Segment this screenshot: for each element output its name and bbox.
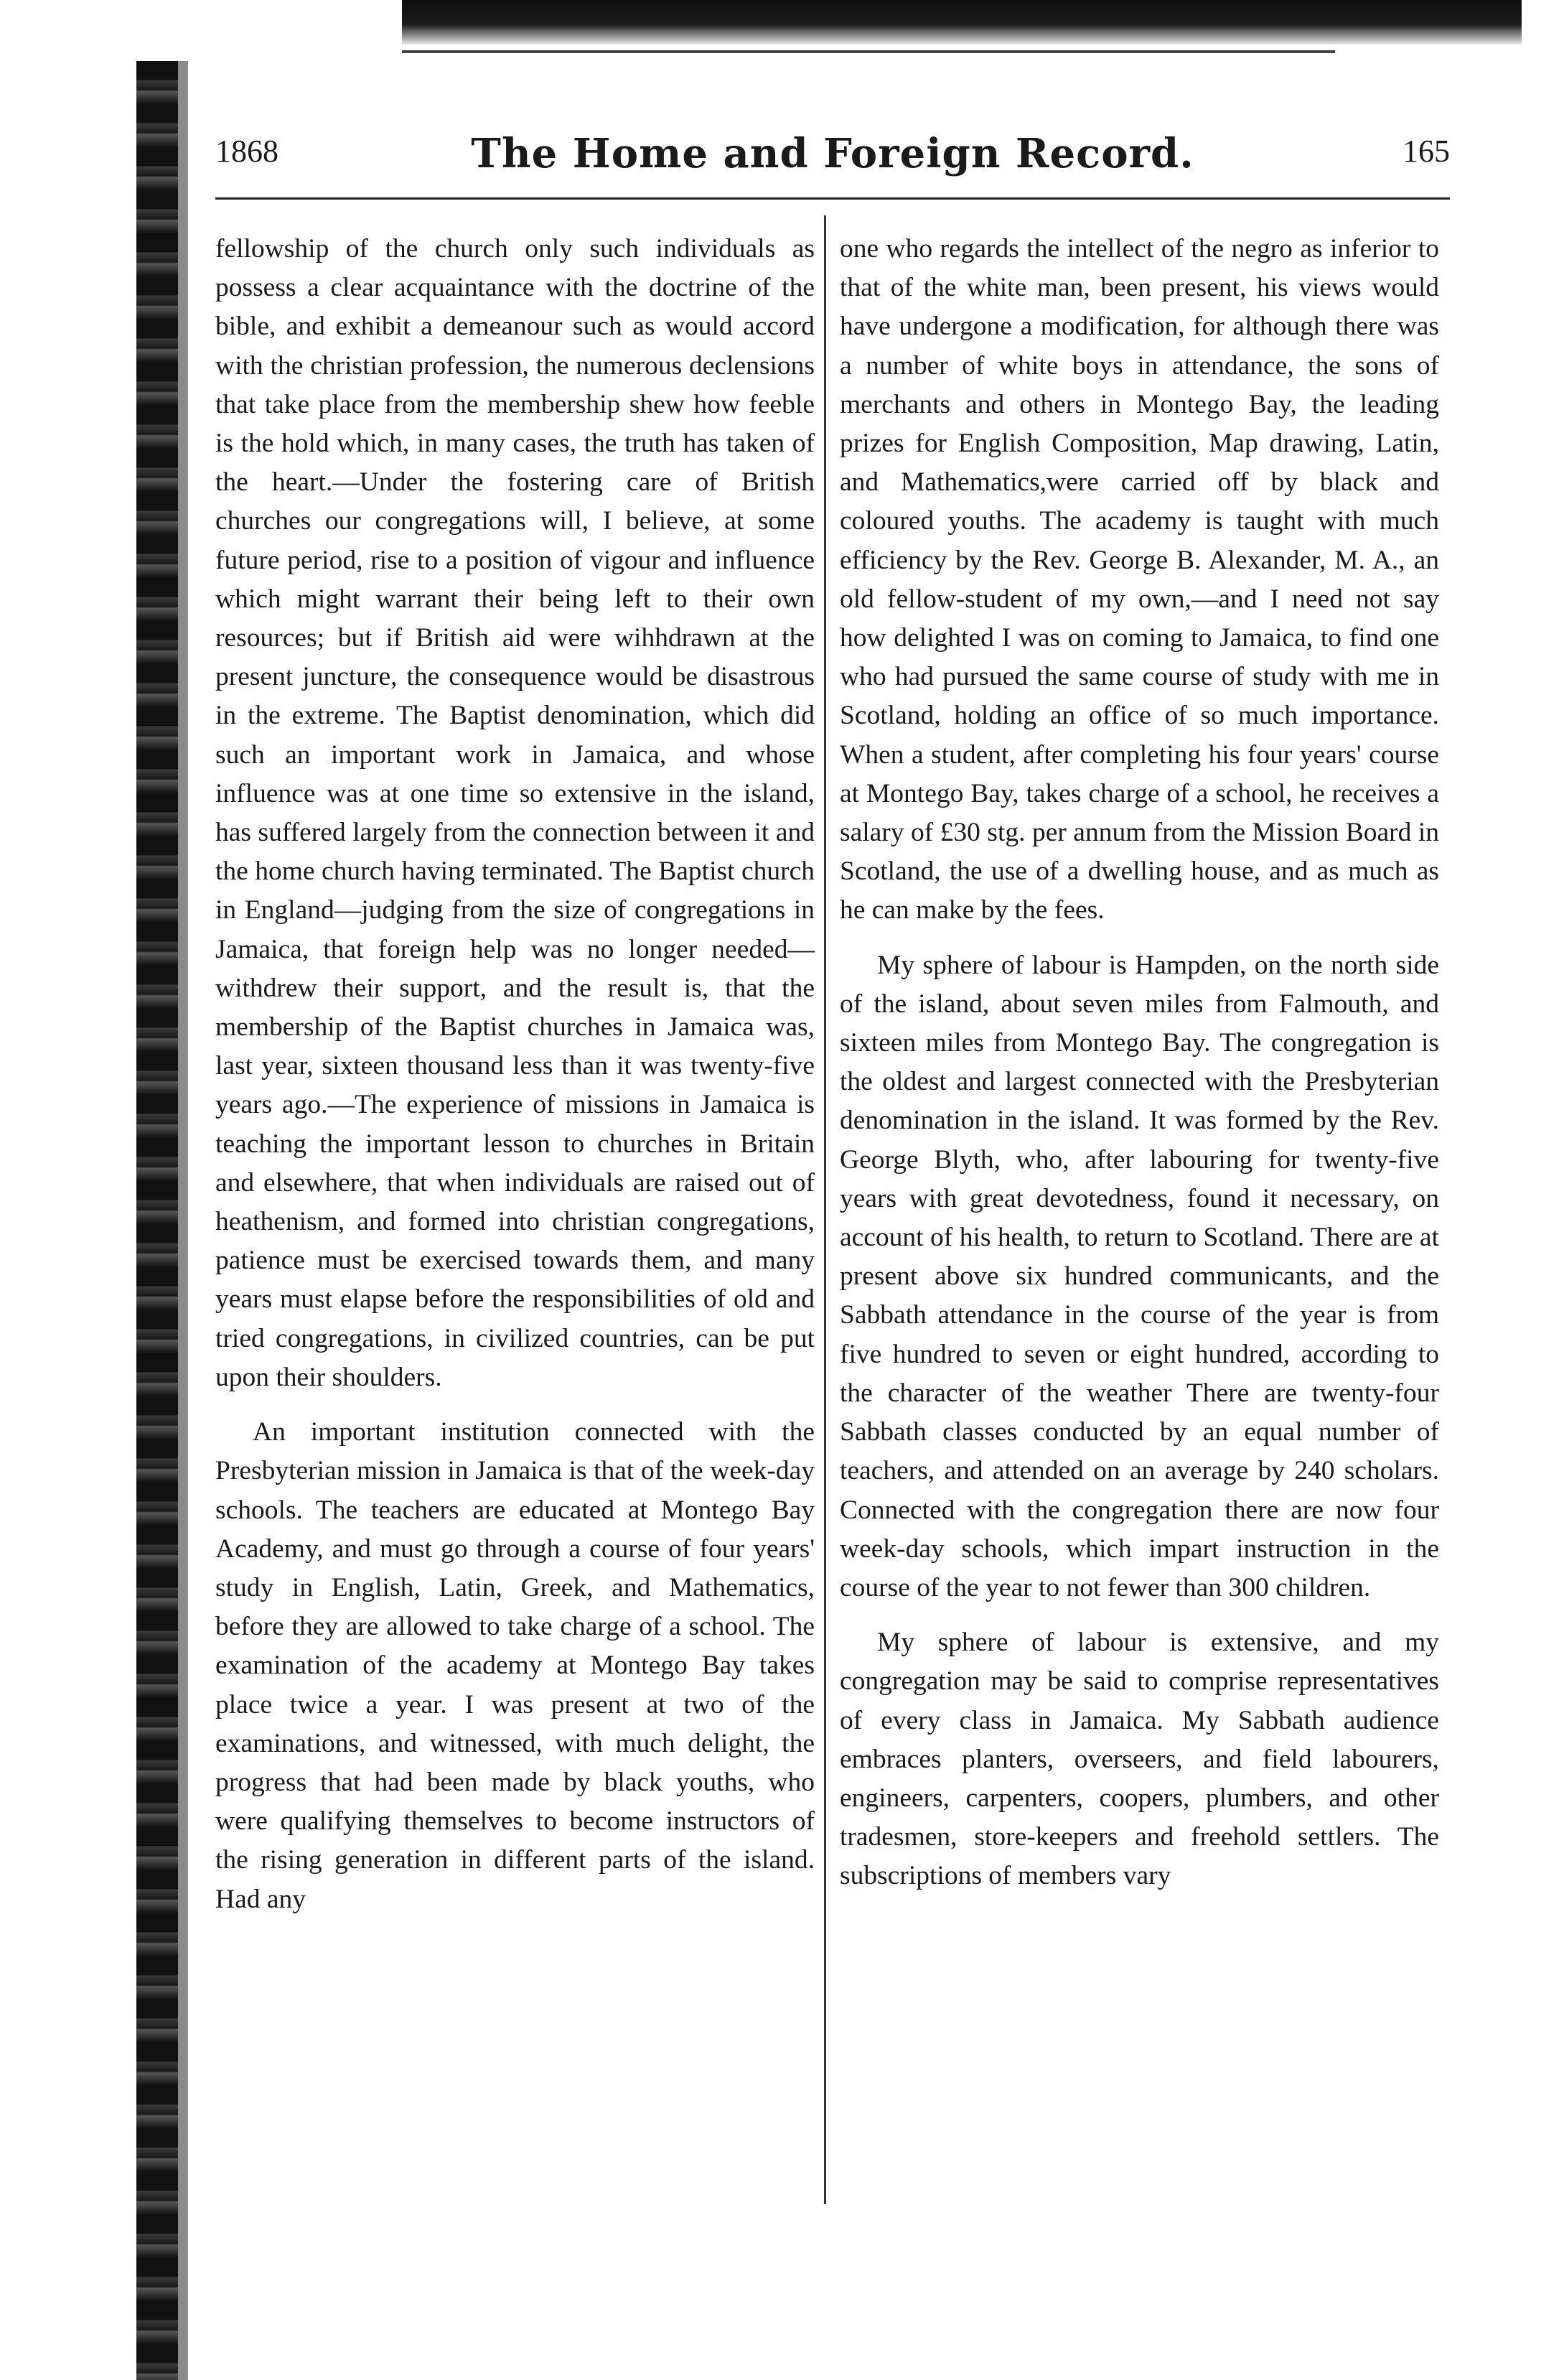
right-column	[840, 230, 1439, 1896]
header-rule	[215, 197, 1450, 200]
header-title: The Home and Foreign Record.	[471, 130, 1194, 177]
right-paragraph-1: one who regards the intellect of the negro as inferior to that of the white man, been present, his views would have undergone a modification, for although there was a number of white boys in attendance, the sons of merchants and others in Montego Bay, the leading prizes for English Composition, Map drawing, Latin, and Mathematics,were carried off by black and coloured youths. The academy is taught with much efficiency by the Rev. George B. Alexander, M. A., an old fellow-student of my own,—and I need not say how delighted I was on coming to Jamaica, to find one who had pursued the same course of study with me in Scotland, holding an office of so much importance. When a student, after completing his four years' course at Montego Bay, takes charge of a school, he receives a salary of £30 stg. per annum from the Mission Board in Scotland, the use of a dwelling house, and as much as he can make by the fees.	[840, 234, 1439, 925]
column-divider	[824, 215, 826, 2204]
page-number: 165	[1403, 134, 1450, 169]
scan-border-line	[402, 50, 1335, 53]
right-paragraph-3: My sphere of labour is extensive, and my congregation may be said to comprise representatives of every class in Jamaica. My Sabbath audience embraces planters, overseers, and field labourers, engineers, carpenters, coopers, plumbers, and other tradesmen, store-keepers and freehold settlers. The subscriptions of members vary	[840, 1628, 1439, 1891]
left-column	[215, 230, 815, 1919]
header-year: 1868	[215, 134, 278, 169]
left-paragraph-2: An important institution connected with the Presbyterian mission in Jamaica is that of the week-day schools. The teachers are educated at Montego Bay Academy, and must go through a course of four years' study in English, Latin, Greek, and Mathematics, before they are allowed to take charge of a school. The examination of the academy at Montego Bay takes place twice a year. I was present at two of the examinations, and witnessed, with much delight, the progress that had been made by black youths, who were qualifying themselves to become instructors of the rising generation in different parts of the island. Had any	[215, 1417, 815, 1914]
right-paragraph-2: My sphere of labour is Hampden, on the north side of the island, about seven miles from Falmouth, and sixteen miles from Montego Bay. The congregation is the oldest and largest connected with the Presbyterian denomination in the island. It was formed by the Rev. George Blyth, who, after labouring for twenty-five years with great devotedness, found it necessary, on account of his health, to return to Scotland. There are at present above six hundred communicants, and the Sabbath attendance in the course of the year is from five hundred to seven or eight hundred, according to the character of the weather There are twenty-four Sabbath classes conducted by an equal number of teachers, and attended on an average by 240 scholars. Connected with the congregation there are now four week-day schools, which impart instruction in the course of the year to not fewer than 300 children.	[840, 950, 1439, 1602]
scan-binding-edge	[136, 61, 178, 2380]
scan-binding-shadow	[178, 61, 188, 2380]
page-header	[215, 130, 1450, 190]
scan-border-top	[402, 0, 1522, 45]
left-paragraph-1: fellowship of the church only such individuals as possess a clear acquaintance with the doctrine of the bible, and exhibit a demeanour such as would accord with the christian profession, the numerous declensions that take place from the membership shew how feeble is the hold which, in many cases, the truth has taken of the heart.—Under the fostering care of British churches our congregations will, I believe, at some future period, rise to a position of vigour and influence which might warrant their being left to their own resources; but if British aid were wihhdrawn at the present juncture, the consequence would be disastrous in the extreme. The Baptist denomination, which did such an important work in Jamaica, and whose influence was at one time so extensive in the island, has suffered largely from the connection between it and the home church having terminated. The Baptist church in England—judging from the size of congregations in Jamaica, that foreign help was no longer needed—withdrew their support, and the result is, that the membership of the Baptist churches in Jamaica was, last year, sixteen thousand less than it was twenty-five years ago.—The experience of missions in Jamaica is teaching the important lesson to churches in Britain and elsewhere, that when individuals are raised out of heathenism, and formed into christian congregations, patience must be exercised towards them, and many years must elapse before the responsibilities of old and tried congregations, in civilized countries, can be put upon their shoulders.	[215, 234, 815, 1392]
